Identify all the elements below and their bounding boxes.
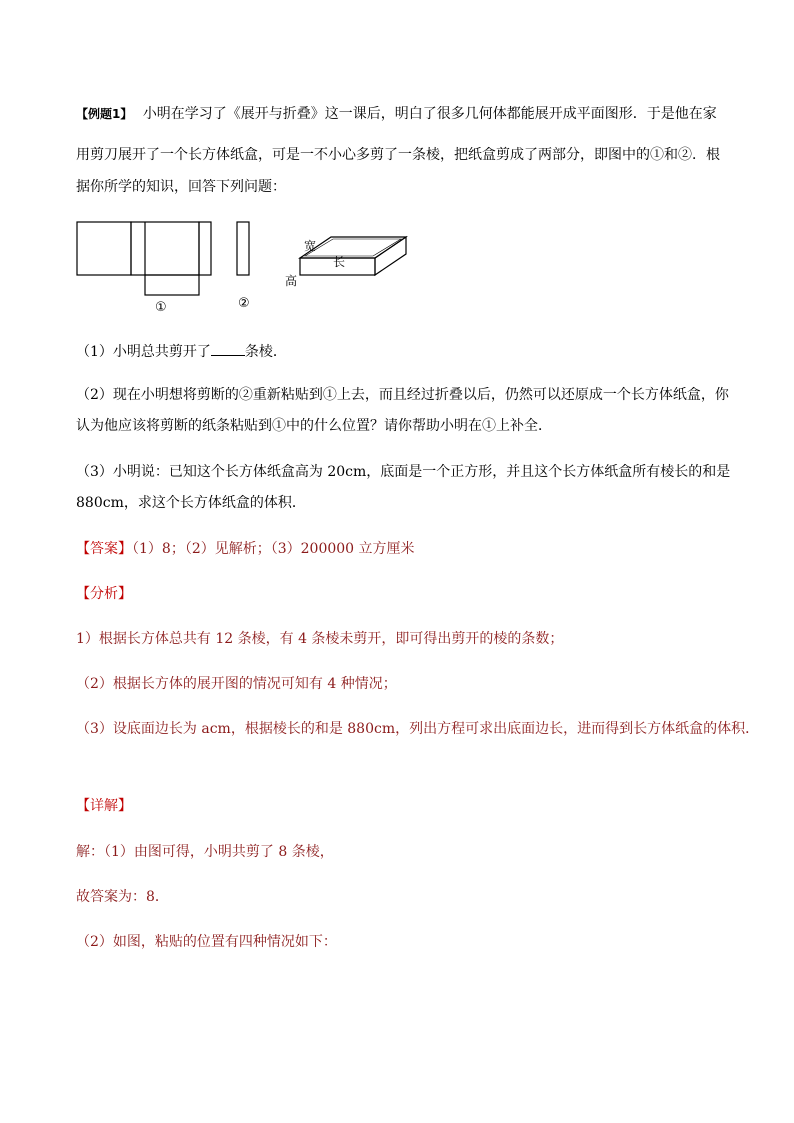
analysis-line-2: （2）根据长方体的展开图的情况可知有 4 种情况；	[76, 676, 397, 692]
box-top-inner	[305, 239, 401, 256]
problem-text-1: 小明在学习了《展开与折叠》这一课后，明白了很多几何体都能展开成平面图形．于是他在家	[142, 106, 717, 122]
question-3-line-2: 880cm，求这个长方体纸盒的体积．	[76, 495, 306, 511]
analysis-line-3: （3）设底面边长为 acm，根据棱长的和是 880cm，列出方程可求出底面边长，进而得到长方体纸盒的体积．	[76, 721, 760, 737]
net-left-face	[77, 222, 131, 275]
detail-line-3: （2）如图，粘贴的位置有四种情况如下：	[76, 934, 337, 950]
box-label-height: 高	[285, 274, 298, 288]
box-label-length: 长	[333, 255, 346, 269]
answer-tag: 【答案】	[76, 541, 132, 557]
box-label-width: 宽	[304, 239, 317, 253]
net-bottom-flap	[145, 275, 199, 295]
detail-tag: 【详解】	[76, 798, 132, 814]
question-1: （1）小明总共剪开了 条棱．	[76, 341, 287, 362]
question-2-line-1: （2）现在小明想将剪断的②重新粘贴到①上去，而且经过折叠以后，仍然可以还原成一个长方体纸盒，你	[76, 387, 729, 403]
analysis-tag: 【分析】	[76, 586, 132, 602]
question-2-line-2: 认为他应该将剪断的纸条粘贴到①中的什么位置？请你帮助小明在①上补全．	[76, 418, 552, 434]
strip-piece	[237, 222, 249, 275]
example-tag: 【例题1】	[76, 107, 133, 121]
net-middle-face	[131, 222, 199, 275]
detail-line-2: 故答案为：8．	[76, 889, 169, 905]
answer-line	[76, 539, 415, 559]
answer-text: （1）8；（2）见解析；（3）200000 立方厘米	[132, 541, 415, 557]
question-3-line-1: （3）小明说：已知这个长方体纸盒高为 20cm，底面是一个正方形，并且这个长方体纸盒所有棱长的和是	[76, 464, 731, 480]
analysis-line-1: 1）根据长方体总共有 12 条棱，有 4 条棱未剪开，即可得出剪开的棱的条数；	[76, 631, 564, 647]
problem-line-2: 用剪刀展开了一个长方体纸盒，可是一不小心多剪了一条棱，把纸盒剪成了两部分，即图中的①和②．根	[76, 147, 720, 163]
detail-line-1: 解：（1）由图可得，小明共剪了 8 条棱，	[76, 844, 334, 860]
figure-label-1: ①	[155, 300, 167, 315]
problem-line-3: 据你所学的知识，回答下列问题：	[76, 179, 286, 195]
answer-blank	[211, 341, 245, 356]
box-right	[375, 237, 406, 275]
problem-line-1	[76, 104, 717, 124]
net-figure	[0, 210, 794, 320]
figure-label-2: ②	[238, 296, 250, 311]
net-right-face	[199, 222, 211, 275]
